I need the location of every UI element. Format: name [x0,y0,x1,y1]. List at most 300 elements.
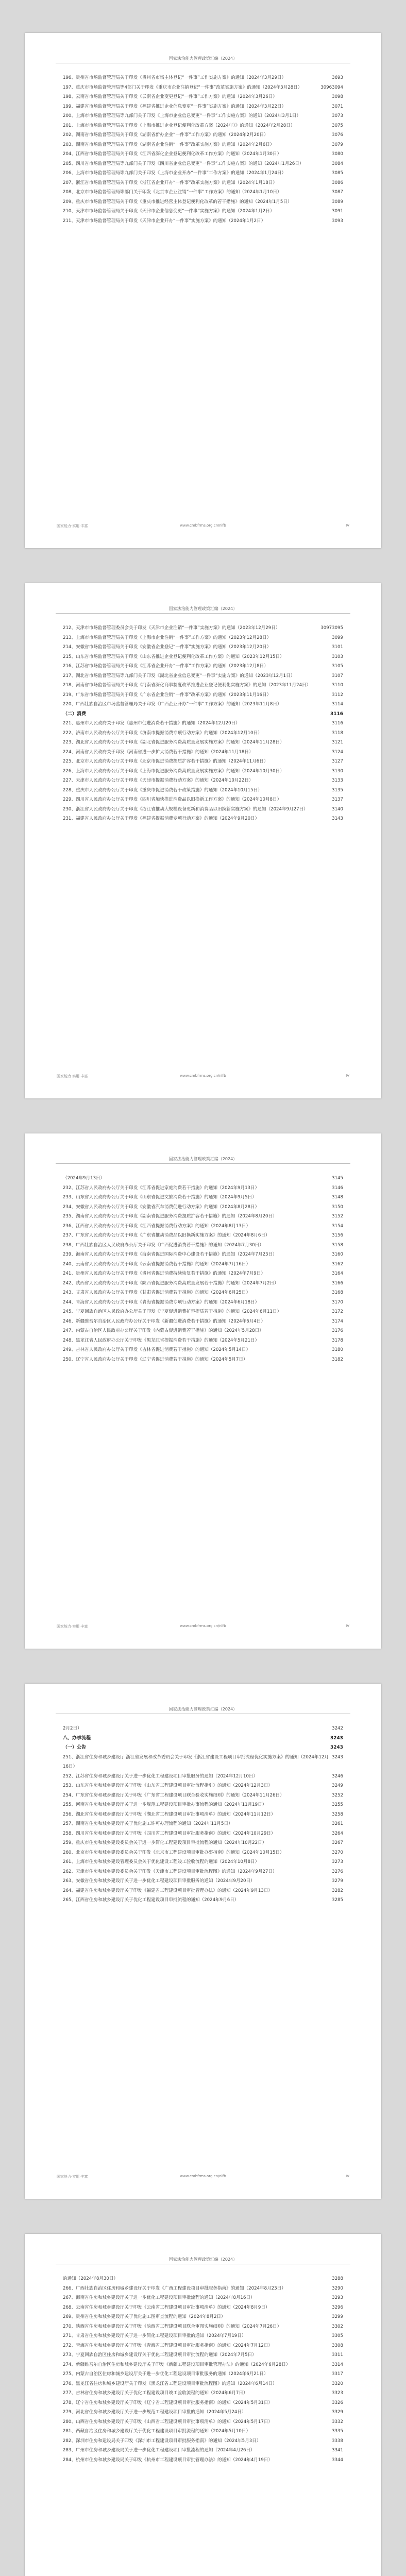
toc-entry[interactable] [63,767,343,776]
toc-page-number: 3133 [332,778,343,783]
toc-entry-title: 243、甘肃省人民政府办公厅关于印发《甘肃省促进消费若干措施》的通知（2024年6月25日） [63,1290,251,1295]
toc-entry[interactable] [63,2388,343,2398]
toc-entry[interactable] [63,2455,343,2465]
toc-page-number: 3118 [332,730,343,736]
toc-page-number: 3137 [332,797,343,802]
toc-entry[interactable] [63,1260,343,1269]
toc-entry-title: 240、云南省人民政府办公厅关于印发《云南省提振消费若干措施》的通知（2024年7月16日） [63,1261,251,1267]
toc-page-number: 3285 [332,1897,343,1903]
toc-page-number: 3311 [332,2352,343,2358]
toc-list [63,73,343,226]
footer-url: www.cmbfrms.org.cn/nlfb [180,2174,226,2178]
toc-section-heading[interactable] [63,709,343,719]
toc-page-number: 3261 [332,1821,343,1826]
toc-entry[interactable] [63,2417,343,2427]
toc-entry-title: 203、湖南省市场监督管理局关于印发《湖南省企业注销“一件事”改革实施方案》的通知（2024年2月6日） [63,142,275,147]
footer-url: www.cmbfrms.org.cn/nlfb [180,1624,226,1628]
toc-section-heading[interactable] [63,1743,343,1753]
toc-entry-title: 249、吉林省人民政府办公厅关于印发《吉林省促进消费若干措施》的通知（2024年5月14日） [63,1347,251,1352]
toc-entry-title: 268、云南省住房和城乡建设厅关于印发《云南省工程建设项目审批事项清单》的通知（2024年8月9日） [63,2304,270,2310]
toc-entry-title: 236、江西省人民政府办公厅关于印发《江西省提振消费行动方案》的通知（2024年8月13日） [63,1223,251,1229]
toc-page-number: 3308 [332,2343,343,2348]
document-page [25,1684,381,2199]
toc-page-number: 3152 [332,1214,343,1219]
toc-entry-title: 224、河南省人民政府关于印发《河南省进一步扩大消费若干措施》的通知（2024年11月18日） [63,749,253,755]
toc-page-number: 3182 [332,1357,343,1362]
toc-entry[interactable] [63,130,343,140]
toc-entry-title: 281、西藏自治区住房和城乡建设厅关于优化工程建设项目审批流程的通知（2024年5月10日） [63,2429,251,2434]
toc-entry-title: 216、江苏省市场监督管理局关于印发《江苏省企业开办“一件事”工作方案》的通知（2023年12月8日） [63,664,268,669]
toc-page-number: 3162 [332,1261,343,1267]
toc-entry-title: 242、陕西省人民政府办公厅关于印发《陕西省促进服务消费高质量发展若干措施》的通知（2024年7月2日） [63,1280,279,1286]
footer-left-text: 国家能力·实用·丰富 [57,2175,88,2179]
toc-page-number: 3180 [332,1347,343,1352]
toc-entry[interactable] [63,1810,343,1820]
toc-entry[interactable] [63,2341,343,2351]
footer-page-marker: IV [346,1624,349,1628]
toc-page-number: 3293 [332,2295,343,2300]
toc-entry-title: 266、广西壮族自治区住房和城乡建设厅关于印发《广西工程建设项目审批服务指南》的通知（2024年8月23日） [63,2285,286,2291]
toc-entry-title: 208、北京市市场监督管理局等部门关于印发《北京市企业注销“一件事”工作方案》的通知（2024年1月10日） [63,190,282,195]
toc-entry-title: 213、上海市市场监督管理局关于印发《上海市企业注销“一件事”工作方案》的通知（2023年12月28日） [63,635,272,640]
toc-page-number: 3096 [320,84,332,90]
toc-entry[interactable] [63,2350,343,2360]
toc-page-number: 3121 [332,740,343,745]
toc-page-number: 3164 [332,1271,343,1276]
toc-entry-title: 264、福建省住房和城乡建设厅关于印发《福建省工程建设项目审批管理办法》的通知（2024年9月13日） [63,1888,273,1893]
toc-entry-title: 217、湖北省市场监督管理局等九部门关于印发《湖北省企业信息变更“一件事”实施方案》的通知（2023年12月1日） [63,673,295,679]
toc-entry[interactable] [63,111,343,121]
toc-page-number: 3148 [332,1195,343,1200]
toc-entry-title: 200、上海市市场监督管理局等九部门关于印发《上海市企业信息变更“一件事”工作实施方案》的通知（2024年3月1日） [63,113,301,118]
toc-entry-title: 214、安徽省市场监督管理局关于印发《安徽省企业登记“一件事”实施方案》的通知（2023年12月20日） [63,645,272,650]
toc-entry-title: 223、湖北省人民政府办公厅关于印发《湖北省促进服务消费高质量发展实施方案》的通知（2024年11月28日） [63,740,284,745]
toc-page-number: 3326 [332,2400,343,2405]
document-page [25,583,381,1098]
toc-entry[interactable] [63,1800,343,1810]
toc-section-heading[interactable] [63,1734,343,1743]
toc-entry[interactable] [63,681,343,690]
toc-entry[interactable] [63,2303,343,2313]
toc-page-number: 3145 [332,1176,343,1181]
toc-page-number: 3071 [332,104,343,109]
toc-entry-title: 257、湖南省住房和城乡建设厅关于优化施工许可办理流程的通知（2024年11月5日） [63,1821,233,1826]
toc-entry-title: 209、重庆市市场监督管理局关于印发《重庆市推进经营主体登记便利化改革的若干措施》的通知（2024年1月5日） [63,199,292,205]
footer-page-marker: IV [346,1074,349,1078]
toc-entry-title: 237、广东省人民政府办公厅关于印发《广东省推动消费品以旧换新实施方案》的通知（2024年8月6日） [63,1233,270,1238]
toc-entry-title: 228、重庆市人民政府办公厅关于印发《重庆市促进消费若干政策措施》的通知（2024年10月15日） [63,787,262,793]
toc-entry[interactable] [63,1193,343,1202]
toc-entry[interactable] [63,1174,343,1183]
toc-entry-title: 255、河南省住房和城乡建设厅关于进一步规范工程建设项目审批办事流程的通知（2024年11月19日） [63,1802,267,1807]
toc-entry[interactable] [63,1183,343,1193]
document-page [25,2234,381,2576]
toc-page-number: 3176 [332,1328,343,1333]
toc-page-number: 3085 [332,171,343,176]
toc-page-number: 3103 [332,654,343,659]
toc-entry[interactable] [63,814,343,824]
toc-entry[interactable] [63,1250,343,1260]
toc-entry-title: 278、辽宁省住房和城乡建设厅关于印发《辽宁省工程建设项目审批服务指南》的通知（2024年5月31日） [63,2400,273,2405]
toc-entry-title: 262、天津市住房和城乡建设委员会关于印发《天津市工程建设项目审批流程图》的通知（2024年9月27日） [63,1869,277,1874]
toc-page-number: 3242 [332,1726,343,1731]
toc-page-number: 3086 [332,180,343,185]
toc-entry[interactable] [63,2398,343,2408]
toc-entry[interactable] [63,178,343,188]
toc-entry-title: 265、江西省住房和城乡建设厅关于优化工程建设项目审批流程的通知（2024年9月6日） [63,1897,239,1903]
toc-page-number: 3156 [332,1233,343,1238]
toc-page-number: 3095 [332,625,343,631]
toc-entry[interactable] [63,1288,343,1298]
toc-entry[interactable] [63,1222,343,1231]
toc-page-number: 3084 [332,161,343,166]
toc-entry-title: 231、福建省人民政府办公厅关于印发《福建省提振消费专项行动方案》的通知（2024年9月20日） [63,816,260,821]
toc-page-number: 3160 [332,1252,343,1257]
toc-page-number: 3332 [332,2419,343,2425]
toc-entry-title: 282、深圳市住房和建设局关于印发《深圳市工程建设项目审批服务指南》的通知（2024年5月3日） [63,2438,261,2444]
toc-entry-title: 204、江西省市场监督管理局关于印发《江西省深化企业登记便利化改革工作方案》的通知（2024年1月30日） [63,151,282,157]
toc-page-number: 3105 [332,664,343,669]
toc-page-number: 3080 [332,151,343,157]
toc-entry[interactable] [63,159,343,169]
toc-page-number: 3255 [332,1802,343,1807]
toc-entry-title: 210、天津市市场监督管理局关于印发《天津市企业信息变更“一件事”实施方案》的通知（2024年1月2日） [63,209,275,214]
toc-entry[interactable] [63,1895,343,1905]
toc-entry[interactable] [63,2436,343,2446]
toc-page-number: 3089 [332,199,343,205]
toc-page-number: 3270 [332,1850,343,1855]
toc-entry-title: 254、广东省住房和城乡建设厅关于印发《广东省工程建设项目联合验收实施细则》的通知（2024年11月26日） [63,1792,284,1798]
toc-entry-title: 269、贵州省住房和城乡建设厅关于优化施工图审查流程的通知（2024年8月2日） [63,2314,226,2319]
toc-page-number: 3320 [332,2381,343,2386]
toc-page-number: 3264 [332,1831,343,1836]
toc-entry[interactable] [63,2446,343,2455]
toc-entry-title: 222、济南市人民政府办公厅关于印发《济南市提振消费专项行动方案》的通知（2024年12月10日） [63,730,262,736]
toc-entry[interactable] [63,2369,343,2379]
toc-page-number: 3094 [332,84,343,90]
toc-entry[interactable] [63,2322,343,2332]
toc-page-number: 3335 [332,2429,343,2434]
toc-entry[interactable] [63,1279,343,1289]
toc-entry-title: 215、山东省市场监督管理局关于印发《山东省推进企业登记便利化改革工作方案》的通知（2023年12月15日） [63,654,284,659]
toc-page-number: 3158 [332,1242,343,1248]
toc-entry-title: 199、福建省市场监督管理局关于印发《福建省推进企业信息变更“一件事”实施方案》的通知（2024年3月22日） [63,104,286,109]
toc-page-number: 3114 [332,702,343,707]
toc-entry-title: 259、重庆市住房和城乡建设委员会关于进一步简化工程建设项目审批流程的通知（2024年10月22日） [63,1840,267,1845]
toc-entry-title: 283、广州市住房和城乡建设局关于进一步优化工程建设项目审批流程的通知（2024年4月26日） [63,2448,255,2453]
toc-entry[interactable] [63,1876,343,1886]
toc-entry[interactable] [63,73,343,83]
toc-page-number: 3101 [332,645,343,650]
toc-page-number: 3093 [332,218,343,224]
toc-page-number: 3693 [332,75,343,80]
toc-entry[interactable] [63,2331,343,2341]
toc-entry[interactable] [63,2274,343,2284]
toc-entry-title: 206、上海市市场监督管理局等九部门关于印发《上海市企业开办“一件事”工作方案》的通知（2024年1月24日） [63,171,286,176]
toc-page-number: 3146 [332,1185,343,1191]
toc-page-number: 3112 [332,692,343,698]
toc-entry[interactable] [63,1848,343,1858]
toc-entry[interactable] [63,738,343,748]
toc-entry[interactable] [63,1326,343,1336]
toc-entry[interactable] [63,1753,343,1772]
toc-entry[interactable] [63,1345,343,1355]
toc-page-number: 3079 [332,142,343,147]
toc-entry-title: 272、青海省住房和城乡建设厅关于印发《青海省工程建设项目审批服务指南》的通知（2024年7月12日） [63,2343,273,2348]
toc-page-number: 3097 [320,625,332,631]
toc-entry-title: 211、天津市市场监督管理局关于印发《天津市企业开办“一件事”实施方案》的通知（2024年1月2日） [63,218,266,224]
toc-entry-title: 275、内蒙古自治区住房和城乡建设厅关于进一步优化工程建设项目审批服务的通知（2024年6月21日） [63,2371,268,2377]
toc-page-number: 3243 [330,1745,343,1750]
toc-entry[interactable] [63,1202,343,1212]
footer-page-marker: IV [346,2174,349,2178]
toc-entry-title: 230、浙江省人民政府办公厅关于印发《浙江省推动大规模设备更新和消费品以旧换新实施方案》的通知（2024年9月27日） [63,806,308,812]
toc-entry[interactable] [63,1791,343,1801]
toc-entry[interactable] [63,786,343,795]
toc-list [63,1174,343,1364]
toc-page-number: 3323 [332,2391,343,2396]
toc-entry[interactable] [63,690,343,700]
toc-entry-title: 205、四川省市场监督管理局等九部门关于印发《四川省企业信息变更“一件事”工作实施方案》的通知（2024年1月26日） [63,161,304,166]
toc-entry[interactable] [63,216,343,226]
toc-entry[interactable] [63,1886,343,1896]
toc-entry-title: 260、北京市住房和城乡建设委员会关于印发《北京市工程建设项目审批办事指南》的通知（2024年10月15日） [63,1850,284,1855]
toc-entry[interactable] [63,121,343,131]
toc-page-number: 3243 [332,1754,343,1760]
toc-entry[interactable] [63,2379,343,2389]
toc-entry[interactable] [63,2293,343,2303]
toc-entry[interactable] [63,805,343,815]
toc-page-number: 3276 [332,1869,343,1874]
page-header: 国家法治能力管理政策汇编（2024） [168,56,238,61]
toc-page-number: 3282 [332,1888,343,1893]
toc-entry-title: 212、天津市市场监督管理委员会关于印发《天津市企业注销“一件事”实施方案》的通知（2023年12月29日） [63,625,280,631]
toc-page-number: 3302 [332,2324,343,2329]
toc-entry-title: 238、广西壮族自治区人民政府办公厅关于印发《广西促进消费若干措施》的通知（2024年7月30日） [63,1242,264,1248]
toc-entry[interactable] [63,1838,343,1848]
toc-entry-title: 八、办事流程 [63,1735,91,1741]
toc-entry[interactable] [63,1298,343,1308]
toc-entry[interactable] [63,700,343,709]
toc-page-number: 3267 [332,1840,343,1845]
toc-entry-title: 263、安徽省住房和城乡建设厅关于进一步优化工程建设项目审批服务的通知（2024年9月20日） [63,1878,255,1884]
toc-entry-title: 267、海南省住房和城乡建设厅关于进一步优化工程建设项目审批流程的通知（2024年8月16日） [63,2295,255,2300]
toc-page-number: 3329 [332,2410,343,2415]
toc-entry[interactable] [63,2284,343,2294]
toc-entry-title: 233、山东省人民政府办公厅关于印发《山东省促进文旅消费若干措施》的通知（2024年9月5日） [63,1195,257,1200]
toc-entry[interactable] [63,83,343,93]
toc-entry[interactable] [63,633,343,643]
toc-entry[interactable] [63,662,343,671]
toc-entry[interactable] [63,197,343,207]
toc-page-number: 3150 [332,1204,343,1210]
toc-entry-title: 227、天津市人民政府办公厅关于印发《天津市提振消费行动方案》的通知（2024年10月22日） [63,778,253,783]
toc-page-number: 3099 [332,635,343,640]
toc-entry[interactable] [63,757,343,767]
toc-entry[interactable] [63,795,343,805]
page-header: 国家法治能力管理政策汇编（2024） [168,606,238,611]
toc-entry[interactable] [63,2408,343,2417]
toc-page-number: 3076 [332,132,343,138]
toc-entry-title: 248、黑龙江省人民政府办公厅关于印发《黑龙江省提振消费若干措施》的通知（2024年5月21日） [63,1337,260,1343]
toc-entry-title: 258、四川省住房和城乡建设厅关于印发《四川省工程建设项目审批服务指南》的通知（2024年10月29日） [63,1831,276,1836]
toc-entry[interactable] [63,1829,343,1839]
toc-entry[interactable] [63,1241,343,1250]
toc-page-number: 3174 [332,1318,343,1324]
toc-entry-title: 196、贵州省市场监督管理局关于印发《贵州省市场主体登记“一件事”工作实施方案》的通知（2024年3月29日） [63,75,286,80]
toc-entry[interactable] [63,1857,343,1867]
toc-page-number: 3344 [332,2457,343,2463]
toc-page-number: 3140 [332,806,343,812]
toc-entry-title: 277、吉林省住房和城乡建设厅关于优化工程建设项目竣工验收流程的通知（2024年6月7日） [63,2391,248,2396]
toc-page-number: 3130 [332,768,343,774]
toc-entry[interactable] [63,168,343,178]
page-header: 国家法治能力管理政策汇编（2024） [168,1157,238,1161]
toc-entry-title: 251、浙江省住房和城乡建设厅 浙江省发展和改革委员会关于印发《浙江省建设工程项目审批流程优化实施方案》的通知（2024年12月16日） [63,1754,329,1769]
toc-entry-title: 274、新疆维吾尔自治区住房和城乡建设厅关于印发《新疆工程建设项目审批管理办法》的通知（2024年6月28日） [63,2362,291,2367]
toc-entry[interactable] [63,719,343,728]
toc-entry[interactable] [63,92,343,102]
toc-page-number: 3075 [332,123,343,128]
toc-page-number: 3290 [332,2285,343,2291]
toc-page-number: 3273 [332,1859,343,1865]
footer-page-marker: IV [346,523,349,528]
toc-page-number: 3107 [332,673,343,679]
toc-entry-title: （2024年9月13日） [63,1176,105,1181]
footer-left-text: 国家能力·实用·丰富 [57,524,88,528]
toc-entry[interactable] [63,1724,343,1734]
toc-entry-title: （一）公告 [63,1745,87,1750]
toc-page-number: 3110 [332,683,343,688]
toc-entry[interactable] [63,207,343,216]
toc-page-number: 3166 [332,1280,343,1286]
toc-entry[interactable] [63,1336,343,1346]
toc-entry[interactable] [63,140,343,150]
header-divider [56,613,350,614]
toc-entry-title: 247、内蒙古自治区人民政府办公厅关于印发《内蒙古促进消费若干措施》的通知（2024年5月28日） [63,1328,264,1333]
toc-page-number: 3258 [332,1811,343,1817]
toc-page-number: 3154 [332,1223,343,1229]
toc-entry[interactable] [63,1231,343,1241]
toc-entry[interactable] [63,1212,343,1222]
toc-page-number: 3143 [332,816,343,821]
toc-page-number: 3338 [332,2438,343,2444]
footer-left-text: 国家能力·实用·丰富 [57,1624,88,1629]
toc-entry-title: 250、辽宁省人民政府办公厅关于印发《辽宁省促进消费若干措施》的通知（2024年5月7日） [63,1357,248,1362]
document-page [25,33,381,548]
toc-entry[interactable] [63,776,343,786]
toc-entry[interactable] [63,623,343,633]
toc-entry-title: 232、江苏省人民政府办公厅关于印发《江苏省促进家庭消费若干措施》的通知（2024年9月13日） [63,1185,260,1191]
toc-entry-title: 201、上海市市场监督管理局关于印发《上海市推进企业登记便利化改革方案（2024年）》的通知（2024年2月28日） [63,123,295,128]
toc-page-number: 3170 [332,1299,343,1305]
toc-entry-title: 245、宁夏回族自治区人民政府办公厅关于印发《宁夏促进消费扩容提质若干措施》的通知（2024年6月11日） [63,1309,282,1314]
toc-page-number: 3091 [332,209,343,214]
toc-entry[interactable] [63,1867,343,1877]
toc-entry-title: 218、河南省市场监督管理局关于印发《河南省深化商事制度改革推进企业登记便利化实施方案》的通知（2023年11月24日） [63,683,311,688]
toc-entry-title: 244、青海省人民政府办公厅关于印发《青海省提振消费专项行动方案》的通知（2024年6月18日） [63,1299,260,1305]
toc-entry[interactable] [63,1781,343,1791]
page-header: 国家法治能力管理政策汇编（2024） [168,2257,238,2262]
toc-entry[interactable] [63,2360,343,2370]
toc-page-number: 3098 [332,94,343,99]
toc-entry[interactable] [63,1819,343,1829]
toc-entry[interactable] [63,1355,343,1365]
toc-entry-title: 261、上海市住房和城乡建设管理委员会关于优化建设工程竣工验收流程的通知（2024年10月8日） [63,1859,260,1865]
toc-entry-title: 252、江苏省住房和城乡建设厅关于进一步优化工程建设项目审批服务的通知（2024年12月10日） [63,1773,258,1779]
toc-entry-title: 235、湖南省人民政府办公厅关于印发《湖南省促进服务消费提质扩容若干措施》的通知（2024年8月20日） [63,1214,277,1219]
toc-page-number: 3299 [332,2314,343,2319]
toc-page-number: 3341 [332,2448,343,2453]
toc-entry-title: 197、重庆市市场监督管理局等4部门关于印发《重庆市企业注销登记“一件事”改革实施方案》的通知（2024年3月28日） [63,84,302,90]
toc-entry-title: 276、黑龙江省住房和城乡建设厅关于印发《黑龙江省工程建设项目审批流程图》的通知（2024年6月14日） [63,2381,277,2386]
page-footer [57,1074,349,1079]
toc-entry[interactable] [63,1269,343,1279]
page-header: 国家法治能力管理政策汇编（2024） [168,1707,238,1711]
toc-entry[interactable] [63,1317,343,1327]
toc-entry-title: 271、甘肃省住房和城乡建设厅关于进一步简化工程建设项目审批的通知（2024年7月19日） [63,2333,246,2338]
toc-entry-title: 256、湖北省住房和城乡建设厅关于印发《湖北省工程建设项目审批事项清单》的通知（2024年11月12日） [63,1811,276,1817]
toc-entry-title: 280、山西省住房和城乡建设厅关于印发《山西省工程建设项目审批事项清单》的通知（2024年5月17日） [63,2419,273,2425]
toc-page-number: 3252 [332,1792,343,1798]
toc-entry[interactable] [63,728,343,738]
toc-entry[interactable] [63,1772,343,1782]
toc-page-number: 3249 [332,1783,343,1788]
toc-entry-title: 234、安徽省人民政府办公厅关于印发《安徽省汽车消费促进行动方案》的通知（2024年8月28日） [63,1204,260,1210]
toc-entry-title: 207、浙江省市场监督管理局关于印发《浙江省企业开办“一件事”改革实施方案》的通知（2024年1月18日） [63,180,277,185]
toc-entry-title: 246、新疆维吾尔自治区人民政府办公厅关于印发《新疆促进消费若干措施》的通知（2024年6月4日） [63,1318,265,1324]
toc-page-number: 3279 [332,1878,343,1884]
toc-entry[interactable] [63,149,343,159]
toc-list [63,623,343,824]
toc-entry[interactable] [63,1307,343,1317]
toc-page-number: 3243 [330,1735,343,1741]
toc-page-number: 3296 [332,2304,343,2310]
toc-entry-title: 279、河北省住房和城乡建设厅关于进一步规范工程建设项目审批的通知（2024年5月24日） [63,2410,246,2415]
toc-page-number: 3087 [332,190,343,195]
toc-entry[interactable] [63,671,343,681]
toc-entry[interactable] [63,2312,343,2322]
toc-entry-title: 284、杭州市住房和城乡建设局关于印发《杭州市工程建设项目审批管理办法》的通知（2024年4月19日） [63,2457,273,2463]
header-divider [56,1163,350,1164]
page-footer [57,523,349,529]
toc-entry[interactable] [63,748,343,757]
footer-url: www.cmbfrms.org.cn/nlfb [180,523,226,528]
toc-entry[interactable] [63,102,343,112]
toc-page-number: 3246 [332,1773,343,1779]
toc-entry[interactable] [63,2427,343,2436]
page-footer [57,2174,349,2179]
toc-entry-title: （二）消费 [63,711,87,717]
toc-entry-title: 253、山东省住房和城乡建设厅关于印发《山东省工程建设项目审批流程指引》的通知（2024年12月3日） [63,1783,273,1788]
footer-left-text: 国家能力·实用·丰富 [57,1074,88,1078]
toc-entry[interactable] [63,652,343,662]
toc-page-number: 3073 [332,113,343,118]
toc-entry-title: 229、四川省人民政府办公厅关于印发《四川省加快推进消费品以旧换新工作方案》的通知（2024年10月8日） [63,797,282,802]
toc-entry-title: 239、海南省人民政府办公厅关于印发《海南省促进国际消费中心建设若干措施》的通知（2024年7月23日） [63,1252,277,1257]
toc-entry[interactable] [63,188,343,197]
toc-page-number: 3305 [332,2333,343,2338]
toc-entry-title: 270、陕西省住房和城乡建设厅关于印发《陕西省工程建设项目联合审图实施细则》的通知（2024年7月26日） [63,2324,282,2329]
toc-page-number: 3116 [332,721,343,726]
toc-entry-title: 220、广西壮族自治区市场监督管理局关于印发《广西企业开办“一件事”工作方案》的通知（2023年11月8日） [63,702,282,707]
toc-entry-title: 225、北京市人民政府办公厅关于印发《北京市促进消费提质扩容若干措施》的通知（2024年11月6日） [63,759,268,764]
toc-entry[interactable] [63,642,343,652]
page-footer [57,1624,349,1629]
toc-page-number: 3288 [332,2276,343,2281]
toc-page-number: 3178 [332,1337,343,1343]
toc-list [63,2274,343,2465]
